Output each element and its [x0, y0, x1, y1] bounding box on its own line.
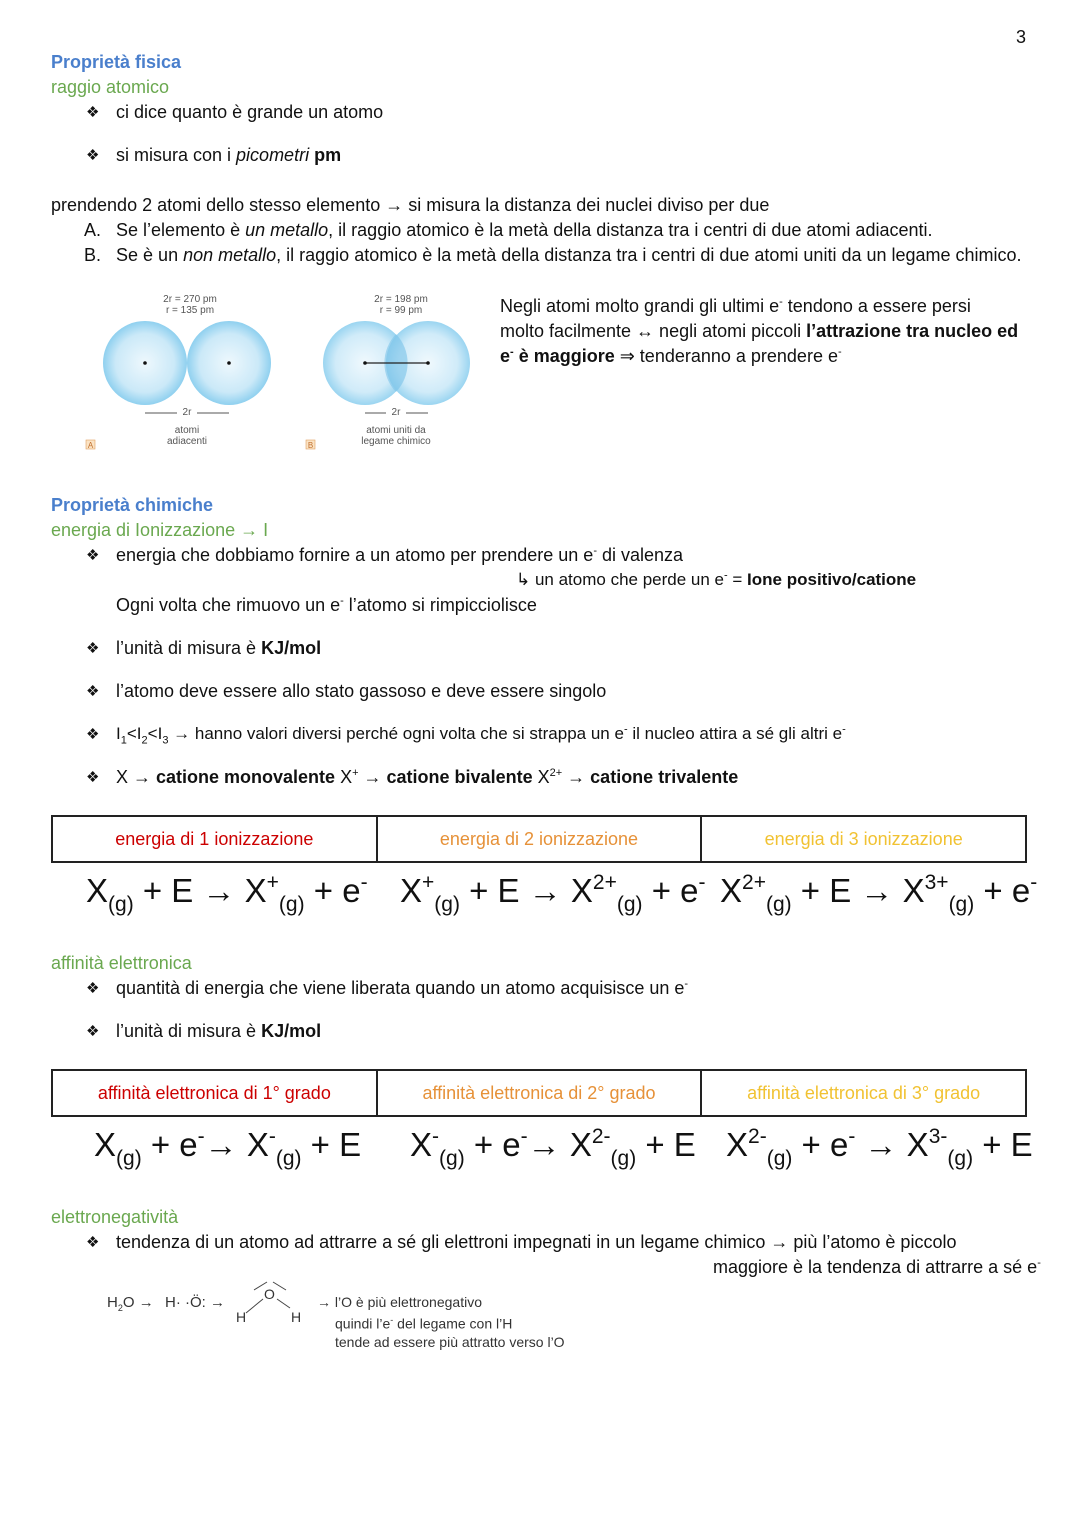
diagram-a-span: 2r	[177, 407, 197, 418]
svg-text:O: O	[264, 1286, 275, 1302]
bullet-text: l’atomo deve essere allo stato gassoso e deve essere singolo	[116, 681, 607, 701]
bullet-icon: ❖	[86, 980, 100, 997]
bullet-icon: ❖	[86, 726, 100, 743]
bent-molecule-icon	[230, 1276, 310, 1326]
bullet-text: tendenza di un atomo ad attrarre a sé gli elettroni impegnati in un legame chimico → più l’atomo è piccolo	[116, 1232, 957, 1252]
list-item-b: B. Se è un non metallo, il raggio atomico è la metà della distanza tra i centri di due atomi uniti da un legame chimico.	[84, 245, 1022, 265]
list-item-a: A. Se l’elemento è un metallo, il raggio atomico è la metà della distanza tra i centri di due atomi adiacenti.	[84, 220, 933, 240]
bullet-text: X → catione monovalente X+ → catione bivalente $X^{2+}$ → catione trivalente	[116, 767, 739, 787]
diagram-a-tag: A	[87, 441, 94, 450]
bullet-icon: ❖	[86, 1023, 100, 1040]
svg-text:H: H	[291, 1309, 302, 1325]
affinity-equation-2: $X^-_{(g)} + e^-\to X^{2-}_{(g)} + E$	[410, 1125, 696, 1170]
svg-text:H: H	[236, 1309, 247, 1325]
subheading-ionization: energia di Ionizzazione → I	[51, 520, 269, 540]
diagram-b-values: 2r = 198 pm r = 99 pm	[374, 294, 428, 316]
bullet-text: si misura con i picometri pm	[116, 145, 342, 165]
bullet-icon: ❖	[86, 547, 100, 564]
ionization-equation-2: $X^+_{(g)} + E \to X^{2+}_{(g)} + e^-$	[400, 871, 706, 916]
diagram-b-span: 2r	[386, 407, 406, 418]
bullet-text-continued: maggiore è la tendenza di attrarre a sé e-	[713, 1257, 1041, 1277]
ionization-2-header: energia di 2 ionizzazione	[377, 816, 702, 862]
ionization-equation-3: $X^{2+}_{(g)} + E \to X^{3+}_{(g)} + e^-$	[720, 871, 1038, 916]
bullet-icon: ❖	[86, 640, 100, 657]
ionization-1-header: energia di 1 ionizzazione	[52, 816, 377, 862]
ionization-3-header: energia di 3 ionizzazione	[701, 816, 1026, 862]
bullet-text: $I_1<I_2<I_3$ → hanno valori diversi perché ogni volta che si strappa un e- il nucleo attira a sé gli altri e-	[116, 723, 846, 747]
bullet-icon: ❖	[86, 104, 100, 121]
page-number: 3	[1015, 27, 1026, 47]
ionization-equation-1: $X_{(g)} + E \to X^+_{(g)} + e^-$	[86, 871, 368, 916]
bullet-icon: ❖	[86, 147, 100, 164]
bullet-text: l’unità di misura è KJ/mol	[116, 638, 322, 658]
water-formula: $H_2O$ →	[107, 1294, 154, 1313]
heading-physical: Proprietà fisica	[51, 52, 182, 72]
affinity-equation-1: $X_{(g)} + e^-\to X^-_{(g)} + E$	[94, 1125, 362, 1170]
lewis-structure: H· ·Ö: →	[165, 1294, 225, 1311]
affinity-1-header: affinità elettronica di 1° grado	[52, 1070, 377, 1116]
subheading-electronegativity: elettronegatività	[51, 1207, 179, 1227]
diagram-a-caption: atomi adiacenti	[166, 425, 208, 447]
radius-intro: prendendo 2 atomi dello stesso elemento → si misura la distanza dei nuclei diviso per due	[51, 195, 770, 215]
shrink-note: Ogni volta che rimuovo un e- l’atomo si rimpicciolisce	[116, 595, 537, 615]
affinity-equation-3: $X^{2-}_{(g)} + e^- \to X^{3-}_{(g)} + E$	[726, 1125, 1033, 1170]
affinity-3-header: affinità elettronica di 3° grado	[701, 1070, 1026, 1116]
electronegativity-note: → l’O è più elettronegativo quindi l’e- del legame con l’H tende ad essere più attratto verso l’O	[317, 1294, 565, 1350]
diagram-b-tag: B	[307, 441, 314, 450]
bullet-text: quantità di energia che viene liberata quando un atomo acquisisce un e-	[116, 978, 689, 998]
bullet-text: l’unità di misura è KJ/mol	[116, 1021, 322, 1041]
water-molecule-diagram	[95, 1276, 595, 1356]
heading-chemical: Proprietà chimiche	[51, 495, 214, 515]
affinity-2-header: affinità elettronica di 2° grado	[377, 1070, 702, 1116]
atomic-radius-diagram	[80, 285, 480, 455]
diagram-a-values: 2r = 270 pm r = 135 pm	[163, 294, 217, 316]
bullet-icon: ❖	[86, 683, 100, 700]
diagram-b-caption: atomi uniti da legame chimico	[361, 425, 431, 447]
bullet-text: ci dice quanto è grande un atomo	[116, 102, 384, 122]
size-note: Negli atomi molto grandi gli ultimi e- tendono a essere persi molto facilmente ↔ negli atomi piccoli l’attrazione tra nucleo ed e- è maggiore ⇒ tenderanno a prendere e-	[500, 296, 1019, 366]
ionization-table	[51, 815, 1027, 863]
affinity-table	[51, 1069, 1027, 1117]
subheading-atomic-radius: raggio atomico	[51, 77, 170, 97]
bullet-icon: ❖	[86, 1234, 100, 1251]
cation-note: ↳ un atomo che perde un e- = Ione positivo/catione	[516, 569, 917, 589]
bullet-icon: ❖	[86, 769, 100, 786]
bullet-text: energia che dobbiamo fornire a un atomo per prendere un e- di valenza	[116, 545, 684, 565]
subheading-affinity: affinità elettronica	[51, 953, 192, 973]
